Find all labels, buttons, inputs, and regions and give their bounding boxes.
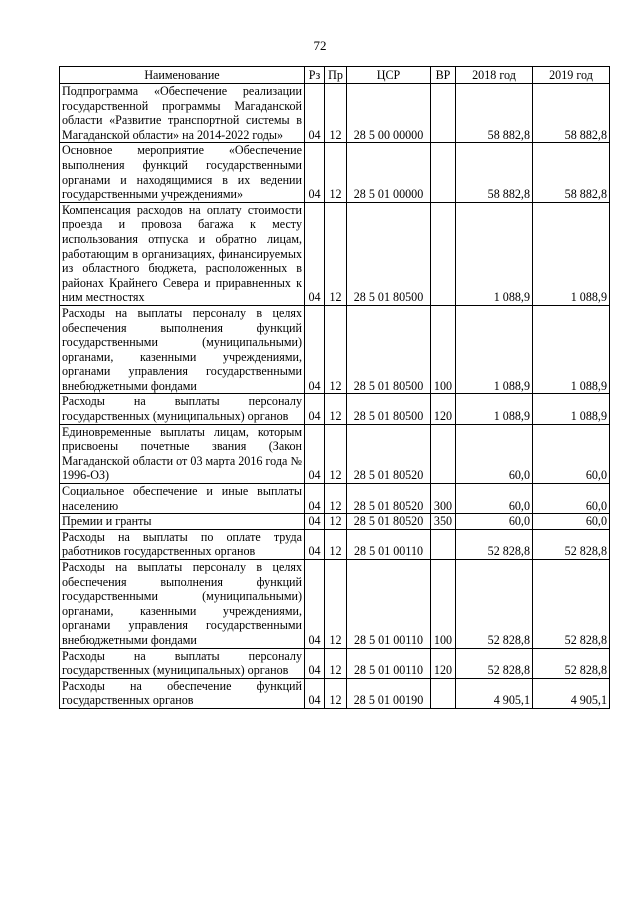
- cell-name: Расходы на выплаты персоналу государственных (муниципальных) органов: [60, 648, 305, 678]
- table-row: [60, 529, 610, 559]
- cell-pr: 12: [325, 202, 347, 305]
- cell-rz: 04: [305, 84, 325, 143]
- cell-name: Расходы на выплаты персоналу в целях обеспечения выполнения функций государственными (муниципальными) органами, казенными учреждениями, органами управления государственными внебюджетными фондами: [60, 560, 305, 649]
- cell-name: Расходы на выплаты по оплате труда работников государственных органов: [60, 529, 305, 559]
- table-row: [60, 514, 610, 530]
- table-row: [60, 424, 610, 483]
- cell-2019: 52 828,8: [533, 648, 610, 678]
- table-row: [60, 202, 610, 305]
- cell-2018: 58 882,8: [456, 143, 533, 202]
- cell-csr: 28 5 01 80500: [347, 305, 431, 394]
- cell-rz: 04: [305, 484, 325, 514]
- cell-csr: 28 5 01 00190: [347, 678, 431, 708]
- cell-pr: 12: [325, 484, 347, 514]
- cell-2018: 60,0: [456, 514, 533, 530]
- cell-csr: 28 5 01 80520: [347, 484, 431, 514]
- table-row: [60, 484, 610, 514]
- cell-2019: 58 882,8: [533, 143, 610, 202]
- cell-vr: 120: [431, 394, 456, 424]
- cell-vr: [431, 84, 456, 143]
- cell-name: Компенсация расходов на оплату стоимости проезда и провоза багажа к месту использования отпуска и обратно лицам, работающим в организациях, финансируемых из областного бюджета, расположенных в районах Крайнего Севера и приравненных к ним местностях: [60, 202, 305, 305]
- cell-pr: 12: [325, 678, 347, 708]
- cell-vr: 300: [431, 484, 456, 514]
- cell-name: Расходы на выплаты персоналу в целях обеспечения выполнения функций государственными (муниципальными) органами, казенными учреждениями, органами управления государственными внебюджетными фондами: [60, 305, 305, 394]
- cell-2019: 4 905,1: [533, 678, 610, 708]
- cell-csr: 28 5 01 80500: [347, 202, 431, 305]
- cell-2019: 58 882,8: [533, 84, 610, 143]
- table-row: [60, 394, 610, 424]
- cell-2018: 1 088,9: [456, 394, 533, 424]
- header-csr: ЦСР: [347, 67, 431, 84]
- cell-vr: 100: [431, 560, 456, 649]
- table-row: [60, 678, 610, 708]
- table-row: [60, 305, 610, 394]
- cell-vr: 120: [431, 648, 456, 678]
- table-row: [60, 143, 610, 202]
- cell-2018: 4 905,1: [456, 678, 533, 708]
- cell-2019: 60,0: [533, 514, 610, 530]
- cell-csr: 28 5 01 80520: [347, 514, 431, 530]
- cell-2018: 52 828,8: [456, 648, 533, 678]
- cell-2018: 60,0: [456, 424, 533, 483]
- cell-csr: 28 5 01 80500: [347, 394, 431, 424]
- header-name: Наименование: [60, 67, 305, 84]
- header-2019: 2019 год: [533, 67, 610, 84]
- cell-pr: 12: [325, 305, 347, 394]
- cell-2018: 58 882,8: [456, 84, 533, 143]
- cell-rz: 04: [305, 202, 325, 305]
- cell-rz: 04: [305, 514, 325, 530]
- cell-name: Основное мероприятие «Обеспечение выполнения функций государственными органами и находящимися в их ведении государственными учреждениями»: [60, 143, 305, 202]
- cell-pr: 12: [325, 424, 347, 483]
- cell-rz: 04: [305, 648, 325, 678]
- table-row: [60, 84, 610, 143]
- cell-rz: 04: [305, 560, 325, 649]
- cell-csr: 28 5 01 00000: [347, 143, 431, 202]
- budget-table: [59, 66, 610, 709]
- cell-name: Социальное обеспечение и иные выплаты населению: [60, 484, 305, 514]
- page-number: 72: [313, 38, 327, 53]
- cell-2019: 1 088,9: [533, 305, 610, 394]
- cell-csr: 28 5 01 00110: [347, 648, 431, 678]
- cell-rz: 04: [305, 424, 325, 483]
- cell-2018: 60,0: [456, 484, 533, 514]
- table-row: [60, 560, 610, 649]
- cell-2019: 1 088,9: [533, 202, 610, 305]
- table-body: [60, 84, 610, 709]
- cell-name: Премии и гранты: [60, 514, 305, 530]
- header-rz: Рз: [305, 67, 325, 84]
- cell-pr: 12: [325, 143, 347, 202]
- cell-vr: 350: [431, 514, 456, 530]
- header-2018: 2018 год: [456, 67, 533, 84]
- cell-csr: 28 5 00 00000: [347, 84, 431, 143]
- cell-name: Расходы на обеспечение функций государственных органов: [60, 678, 305, 708]
- cell-name: Единовременные выплаты лицам, которым присвоены почетные звания (Закон Магаданской области от 03 марта 2016 года № 1996-ОЗ): [60, 424, 305, 483]
- cell-csr: 28 5 01 00110: [347, 560, 431, 649]
- header-pr: Пр: [325, 67, 347, 84]
- cell-2018: 1 088,9: [456, 305, 533, 394]
- cell-pr: 12: [325, 84, 347, 143]
- cell-vr: [431, 202, 456, 305]
- cell-rz: 04: [305, 394, 325, 424]
- cell-2018: 1 088,9: [456, 202, 533, 305]
- cell-csr: 28 5 01 80520: [347, 424, 431, 483]
- cell-rz: 04: [305, 529, 325, 559]
- cell-pr: 12: [325, 529, 347, 559]
- header-vr: ВР: [431, 67, 456, 84]
- cell-vr: [431, 529, 456, 559]
- cell-vr: [431, 143, 456, 202]
- cell-vr: [431, 424, 456, 483]
- cell-2018: 52 828,8: [456, 529, 533, 559]
- cell-2019: 52 828,8: [533, 560, 610, 649]
- cell-rz: 04: [305, 678, 325, 708]
- table-header-row: [60, 67, 610, 84]
- cell-vr: 100: [431, 305, 456, 394]
- cell-2019: 52 828,8: [533, 529, 610, 559]
- cell-2019: 60,0: [533, 484, 610, 514]
- cell-vr: [431, 678, 456, 708]
- cell-rz: 04: [305, 143, 325, 202]
- cell-name: Расходы на выплаты персоналу государственных (муниципальных) органов: [60, 394, 305, 424]
- cell-rz: 04: [305, 305, 325, 394]
- cell-csr: 28 5 01 00110: [347, 529, 431, 559]
- cell-pr: 12: [325, 648, 347, 678]
- cell-2018: 52 828,8: [456, 560, 533, 649]
- cell-pr: 12: [325, 560, 347, 649]
- cell-pr: 12: [325, 514, 347, 530]
- cell-name: Подпрограмма «Обеспечение реализации государственной программы Магаданской области «Развитие транспортной системы в Магаданской области» на 2014-2022 годы»: [60, 84, 305, 143]
- table-row: [60, 648, 610, 678]
- cell-pr: 12: [325, 394, 347, 424]
- cell-2019: 1 088,9: [533, 394, 610, 424]
- cell-2019: 60,0: [533, 424, 610, 483]
